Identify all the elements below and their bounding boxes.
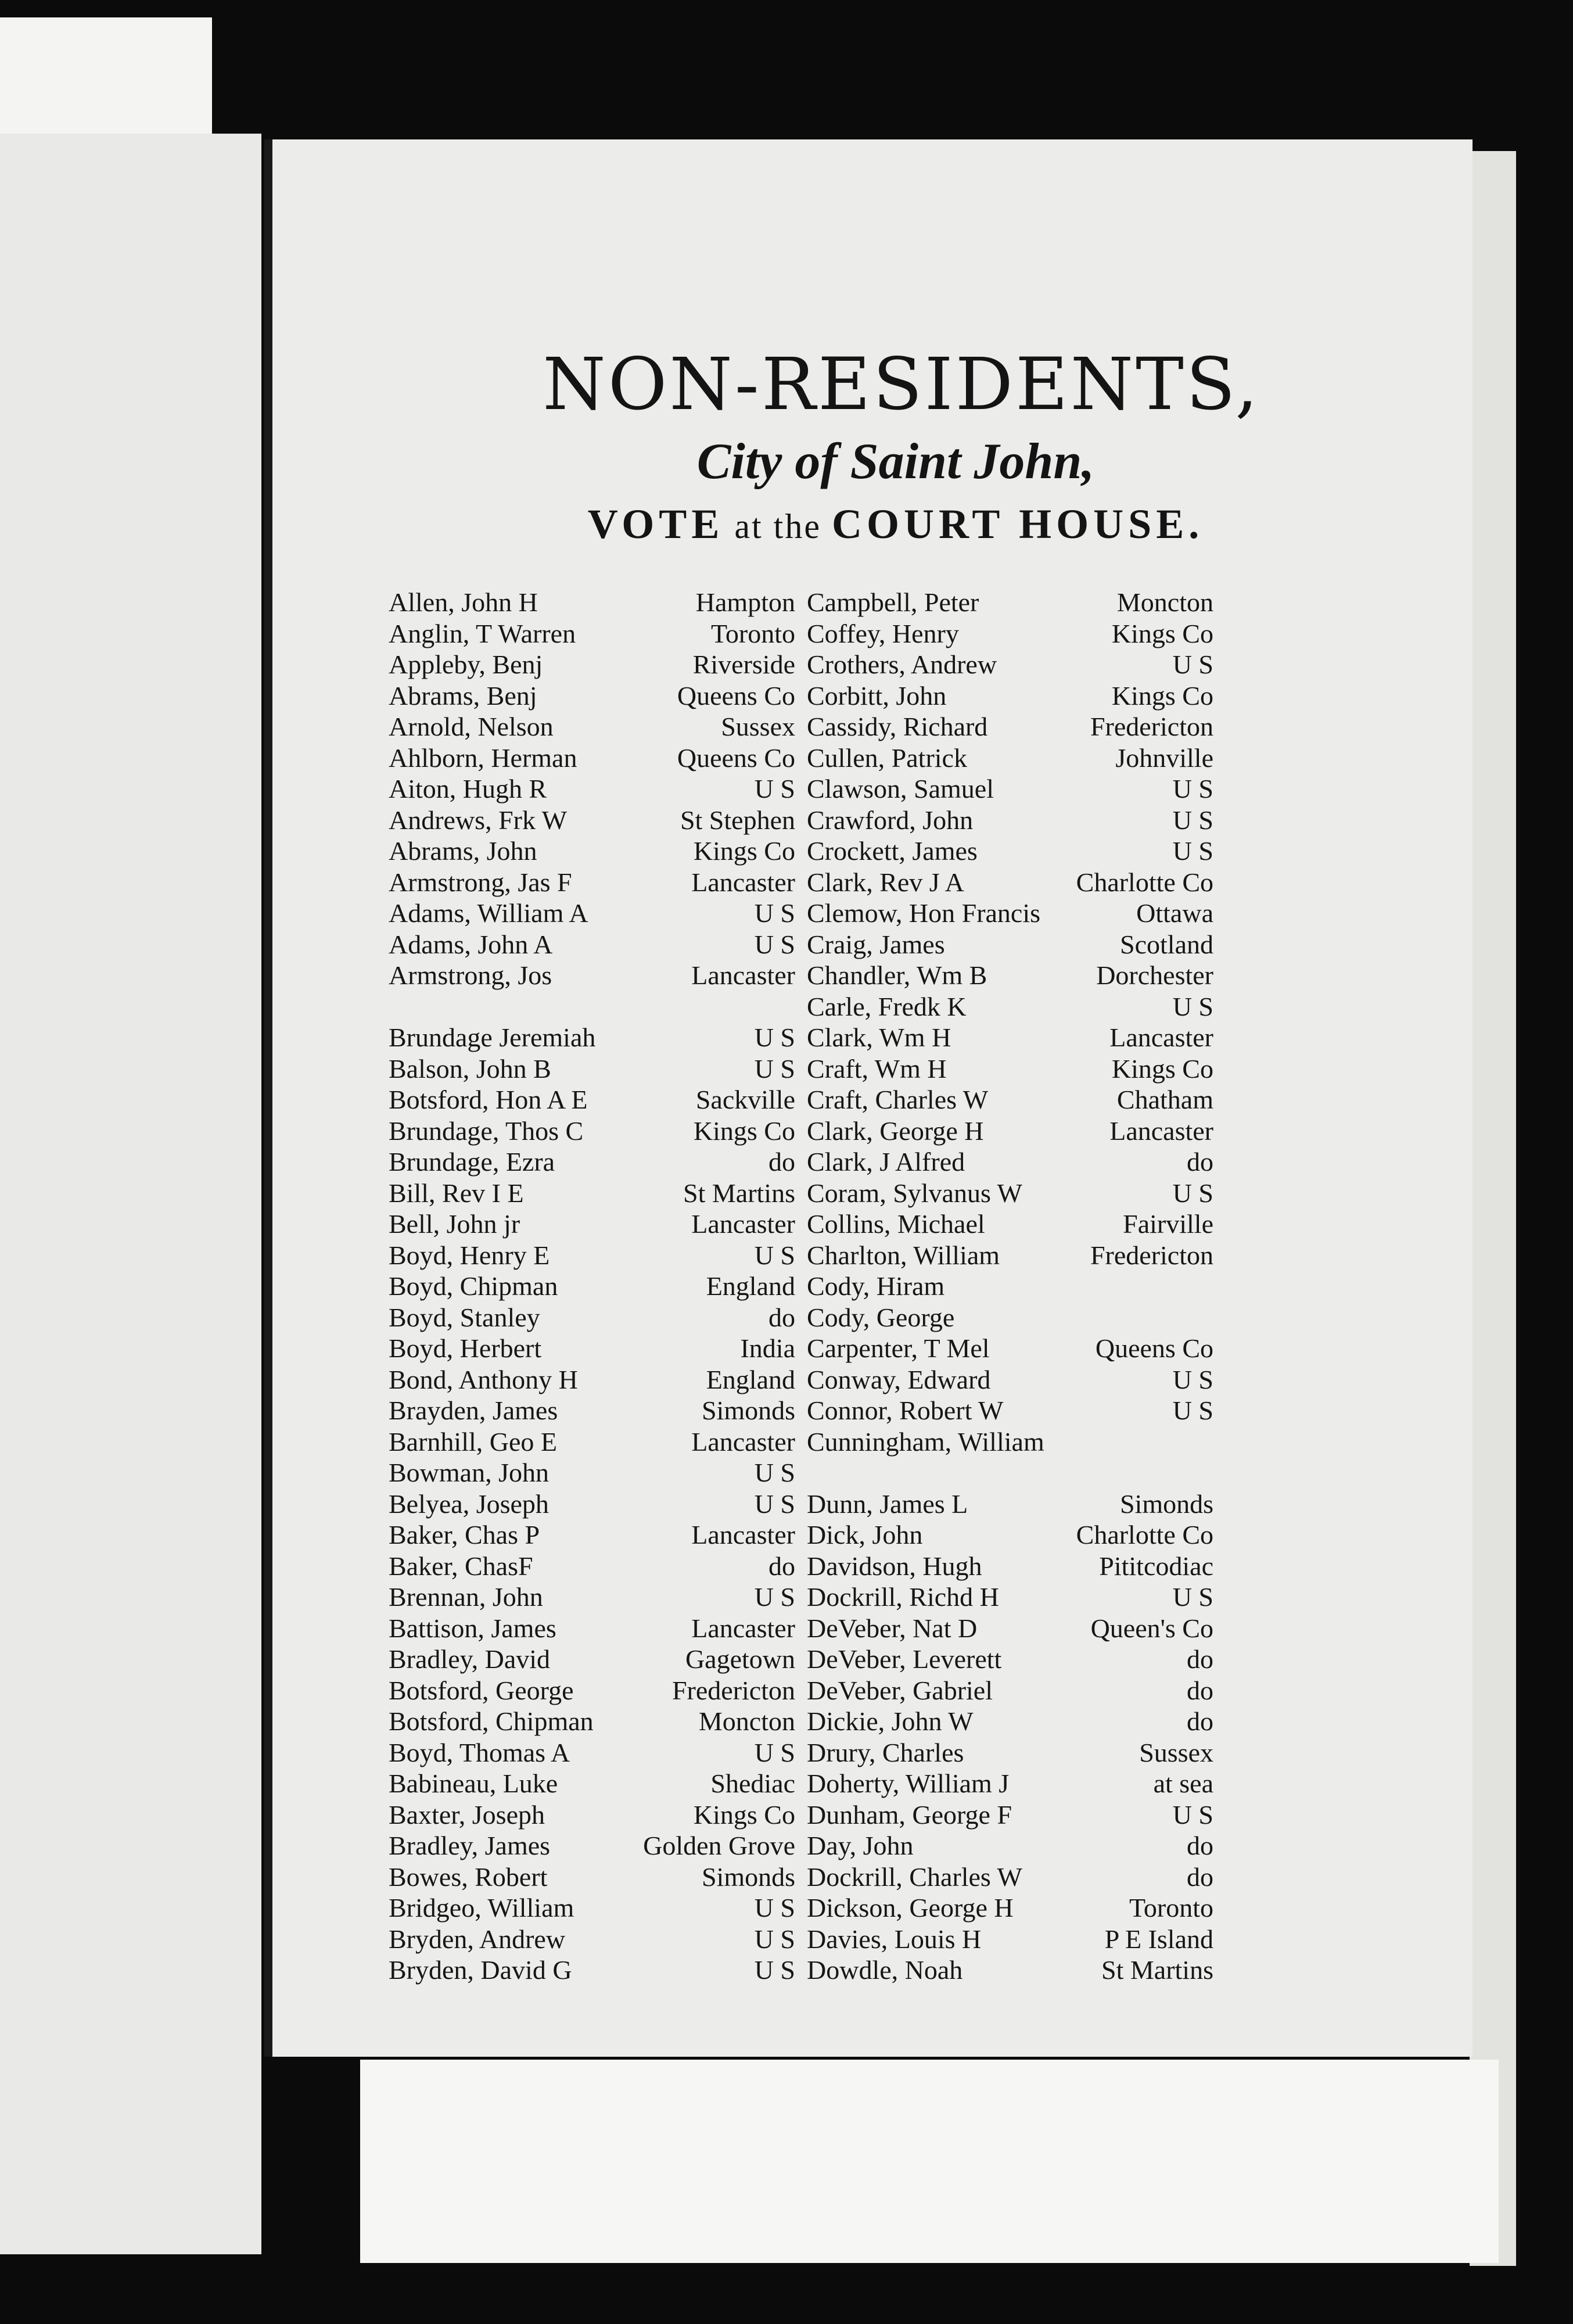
voter-residence: U S — [1172, 1178, 1213, 1208]
voter-name: Armstrong, Jas F — [389, 867, 572, 897]
voter-name: Cody, George — [807, 1302, 955, 1332]
voter-name: Dowdle, Noah — [807, 1955, 963, 1985]
voter-entry — [807, 960, 1213, 991]
voter-name: Boyd, Stanley — [389, 1302, 540, 1332]
voter-name: Brundage, Thos C — [389, 1116, 584, 1146]
adjacent-page — [0, 134, 261, 2254]
voter-entry — [807, 867, 1213, 898]
voter-entry — [389, 1084, 795, 1116]
voter-name: Crockett, James — [807, 836, 978, 866]
voter-name: Conway, Edward — [807, 1364, 991, 1394]
voter-name: DeVeber, Gabriel — [807, 1675, 993, 1705]
voter-name: Davies, Louis H — [807, 1924, 982, 1954]
voter-name: Crothers, Andrew — [807, 650, 997, 679]
voter-name: Dockrill, Charles W — [807, 1862, 1022, 1892]
voter-name: Clark, Rev J A — [807, 867, 964, 897]
voter-name: Corbitt, John — [807, 680, 947, 711]
voter-name: Baxter, Joseph — [389, 1799, 545, 1830]
voter-name: Boyd, Chipman — [389, 1271, 558, 1301]
voter-residence: Fredericton — [1090, 712, 1213, 741]
voter-residence: England — [706, 1271, 795, 1301]
voter-name: Campbell, Peter — [807, 587, 979, 617]
voter-name: Bryden, David G — [389, 1955, 572, 1985]
voter-residence: U S — [1172, 1582, 1213, 1612]
voter-name: Appleby, Benj — [389, 650, 543, 679]
page-title: NON-RESIDENTS, — [543, 343, 1260, 426]
voter-entry — [389, 773, 795, 805]
voter-residence: U S — [754, 1893, 795, 1923]
voter-residence: St Stephen — [680, 805, 795, 835]
voter-entry — [807, 1116, 1213, 1147]
voter-residence: U S — [754, 1924, 795, 1954]
voter-residence: Kings Co — [1111, 1053, 1213, 1084]
voter-entry — [807, 1302, 1213, 1333]
voter-entry — [807, 743, 1213, 774]
voter-entry — [389, 1551, 795, 1582]
voter-residence: Queens Co — [1095, 1333, 1213, 1363]
scan-margin-top-left — [0, 17, 212, 134]
voter-entry — [389, 867, 795, 898]
voter-name: Coram, Sylvanus W — [807, 1178, 1022, 1208]
voter-entry — [389, 1892, 795, 1924]
voter-entry — [807, 1862, 1213, 1893]
voter-name: Andrews, Frk W — [389, 805, 568, 835]
voter-name: Barnhill, Geo E — [389, 1426, 557, 1457]
voter-name: Balson, John B — [389, 1053, 551, 1084]
voter-residence — [1167, 1302, 1213, 1333]
voter-column-left — [389, 587, 795, 1986]
voter-entry — [389, 743, 795, 774]
voter-residence — [749, 991, 795, 1023]
voter-name: Arnold, Nelson — [389, 712, 554, 741]
voter-name: Bridgeo, William — [389, 1893, 574, 1923]
voter-name: Cassidy, Richard — [807, 712, 988, 741]
voter-residence: Queen's Co — [1090, 1613, 1213, 1643]
voter-name: Ahlborn, Herman — [389, 743, 577, 773]
instruction-at-the: at the — [734, 507, 821, 546]
voter-name: DeVeber, Nat D — [807, 1613, 978, 1643]
voter-residence: Queens Co — [677, 743, 795, 773]
voter-residence: Ottawa — [1136, 898, 1213, 928]
voter-residence: Kings Co — [1111, 680, 1213, 711]
voter-name: Bowes, Robert — [389, 1862, 548, 1892]
voter-residence — [1167, 1426, 1213, 1458]
voter-residence: do — [1187, 1862, 1213, 1892]
voter-name: Carle, Fredk K — [807, 991, 967, 1021]
voter-name: Bradley, James — [389, 1831, 551, 1860]
voter-name: Anglin, T Warren — [389, 618, 576, 648]
voter-entry — [807, 680, 1213, 712]
voter-residence: Moncton — [698, 1706, 795, 1736]
voter-residence: Dorchester — [1096, 960, 1213, 990]
voter-entry — [389, 805, 795, 836]
voter-column-right — [807, 587, 1213, 1986]
voter-residence: U S — [754, 1458, 795, 1487]
page-edge-right — [1470, 151, 1516, 2266]
voter-residence: Sussex — [721, 712, 795, 741]
voter-entry — [389, 1333, 795, 1364]
voter-entry — [807, 1706, 1213, 1737]
voter-entry — [807, 1644, 1213, 1675]
voter-name: Davidson, Hugh — [807, 1551, 982, 1581]
voter-entry — [389, 1519, 795, 1551]
voter-residence: Kings Co — [1111, 618, 1213, 648]
voter-entry — [807, 1489, 1213, 1520]
voter-entry — [807, 1675, 1213, 1706]
voter-residence: Hampton — [695, 587, 795, 617]
voter-residence: Lancaster — [1109, 1116, 1213, 1146]
voter-entry — [389, 1022, 795, 1053]
voter-residence: U S — [1172, 991, 1213, 1021]
voter-entry — [389, 1830, 795, 1862]
voter-entry — [807, 1924, 1213, 1955]
voter-residence: U S — [1172, 1364, 1213, 1394]
voter-entry — [807, 1271, 1213, 1302]
voter-name: Botsford, Chipman — [389, 1706, 594, 1736]
voter-residence: U S — [754, 1489, 795, 1519]
voter-residence: Kings Co — [693, 1116, 795, 1146]
voter-entry — [389, 1613, 795, 1644]
voter-entry — [389, 587, 795, 618]
voter-name: DeVeber, Leverett — [807, 1644, 1002, 1674]
voter-residence: Moncton — [1116, 587, 1213, 617]
voter-list — [389, 587, 1213, 1986]
voter-residence: Lancaster — [1109, 1023, 1213, 1052]
voter-entry — [389, 1954, 795, 1986]
voter-entry — [807, 1551, 1213, 1582]
voter-entry — [807, 1799, 1213, 1831]
voter-entry — [389, 1302, 795, 1333]
voter-residence: Lancaster — [691, 1426, 795, 1457]
voter-entry — [807, 773, 1213, 805]
voter-entry — [807, 1364, 1213, 1396]
voter-entry — [389, 618, 795, 650]
voter-residence: Chatham — [1116, 1085, 1213, 1114]
voter-residence: U S — [754, 1737, 795, 1767]
voter-name: Aiton, Hugh R — [389, 774, 547, 804]
voter-residence: P E Island — [1104, 1924, 1213, 1954]
voter-residence: U S — [754, 898, 795, 928]
voter-entry — [389, 1271, 795, 1302]
voter-residence: Lancaster — [691, 1520, 795, 1550]
voter-entry — [389, 1768, 795, 1799]
voter-entry — [389, 1706, 795, 1737]
voter-residence: Kings Co — [693, 836, 795, 866]
voter-residence: do — [1187, 1147, 1213, 1177]
voter-entry — [389, 1862, 795, 1893]
voter-residence: do — [768, 1302, 795, 1332]
voter-residence: U S — [754, 1582, 795, 1612]
voter-name: Craig, James — [807, 929, 945, 959]
voter-name: Brundage, Ezra — [389, 1147, 555, 1177]
voter-residence: U S — [754, 1955, 795, 1985]
voter-residence: U S — [1172, 805, 1213, 835]
voter-name: Bill, Rev I E — [389, 1178, 524, 1208]
voter-entry — [807, 991, 1213, 1023]
voter-entry — [807, 1768, 1213, 1799]
voter-entry — [389, 929, 795, 960]
voter-name: Doherty, William J — [807, 1769, 1010, 1798]
voter-entry — [807, 805, 1213, 836]
voter-entry — [807, 1395, 1213, 1426]
voter-residence: Shediac — [710, 1769, 795, 1798]
voter-residence — [1167, 1457, 1213, 1489]
voter-name: Botsford, Hon A E — [389, 1085, 588, 1114]
voter-entry — [389, 1799, 795, 1831]
voter-entry — [389, 1364, 795, 1396]
voter-residence: Fairville — [1123, 1209, 1213, 1239]
voter-entry — [807, 618, 1213, 650]
voter-entry — [807, 1333, 1213, 1364]
voter-name: Charlton, William — [807, 1240, 1000, 1270]
voter-residence — [1167, 1271, 1213, 1302]
voter-entry — [389, 1178, 795, 1209]
voter-name: Allen, John H — [389, 587, 538, 617]
voter-residence: U S — [1172, 774, 1213, 804]
voter-name: Boyd, Thomas A — [389, 1737, 570, 1767]
voter-name: Battison, James — [389, 1613, 556, 1643]
voter-entry — [389, 1426, 795, 1458]
instruction-vote: VOTE — [587, 501, 724, 547]
voter-name: Brundage Jeremiah — [389, 1023, 596, 1052]
voter-residence: Sussex — [1139, 1737, 1213, 1767]
voter-residence: Lancaster — [691, 1209, 795, 1239]
voter-entry — [807, 929, 1213, 960]
voter-entry — [807, 1146, 1213, 1178]
voter-residence: Gagetown — [685, 1644, 795, 1674]
voter-entry — [389, 680, 795, 712]
voter-residence: St Martins — [1101, 1955, 1213, 1985]
voter-name: Clemow, Hon Francis — [807, 898, 1041, 928]
voter-name: Clark, Wm H — [807, 1023, 951, 1052]
voter-name: Cullen, Patrick — [807, 743, 967, 773]
voter-entry — [389, 1116, 795, 1147]
voter-entry — [807, 1022, 1213, 1053]
voter-entry — [389, 960, 795, 991]
voter-residence: U S — [1172, 836, 1213, 866]
voter-name: Bowman, John — [389, 1458, 549, 1487]
voter-entry — [389, 898, 795, 929]
voter-entry — [807, 1457, 1213, 1489]
voter-residence: U S — [1172, 650, 1213, 679]
voter-entry — [389, 1240, 795, 1271]
voter-residence: Simonds — [701, 1862, 795, 1892]
voter-name: Abrams, John — [389, 836, 537, 866]
voter-residence: Simonds — [1119, 1489, 1213, 1519]
voter-name: Clark, J Alfred — [807, 1147, 965, 1177]
voter-entry — [389, 1489, 795, 1520]
voter-name: Adams, William A — [389, 898, 588, 928]
voter-entry — [389, 1924, 795, 1955]
voter-entry — [807, 1208, 1213, 1240]
voter-residence: Pititcodiac — [1099, 1551, 1213, 1581]
page-subtitle: City of Saint John, — [696, 433, 1095, 490]
voter-entry — [807, 1737, 1213, 1769]
voter-name: Bryden, Andrew — [389, 1924, 566, 1954]
voter-name: Dickson, George H — [807, 1893, 1014, 1923]
voter-residence: U S — [754, 774, 795, 804]
voter-name: Brennan, John — [389, 1582, 543, 1612]
voter-entry — [807, 835, 1213, 867]
voter-entry — [807, 1613, 1213, 1644]
voter-entry — [389, 1675, 795, 1706]
voter-name: Armstrong, Jos — [389, 960, 552, 990]
voter-entry — [807, 1240, 1213, 1271]
voter-entry — [807, 1426, 1213, 1458]
voter-residence: Fredericton — [671, 1675, 795, 1705]
voter-name: Dockrill, Richd H — [807, 1582, 999, 1612]
voter-entry — [807, 898, 1213, 929]
voter-name: Chandler, Wm B — [807, 960, 987, 990]
voter-name: Bradley, David — [389, 1644, 551, 1674]
voter-entry — [807, 1519, 1213, 1551]
voter-residence: Charlotte Co — [1076, 1520, 1213, 1550]
voter-entry — [389, 1737, 795, 1769]
voter-name: Cody, Hiram — [807, 1271, 945, 1301]
voter-residence: Queens Co — [677, 680, 795, 711]
voter-residence: do — [1187, 1644, 1213, 1674]
voter-residence: Sackville — [695, 1085, 795, 1114]
voter-entry — [389, 835, 795, 867]
voter-residence: Golden Grove — [643, 1831, 795, 1860]
voter-name: Baker, Chas P — [389, 1520, 540, 1550]
voter-residence: at sea — [1153, 1769, 1213, 1798]
voter-residence: U S — [1172, 1396, 1213, 1425]
voter-entry — [389, 991, 795, 1023]
voter-residence: do — [768, 1147, 795, 1177]
voter-residence: Lancaster — [691, 1613, 795, 1643]
document-page — [264, 139, 1473, 2057]
voter-entry — [807, 1954, 1213, 1986]
voter-name: Drury, Charles — [807, 1737, 964, 1767]
voter-residence: U S — [754, 1240, 795, 1270]
scan-margin-bottom — [360, 2060, 1499, 2263]
voter-name: Connor, Robert W — [807, 1396, 1004, 1425]
voter-residence: Fredericton — [1090, 1240, 1213, 1270]
page-header — [272, 343, 1473, 548]
voter-residence: Simonds — [701, 1396, 795, 1425]
voter-residence: Charlotte Co — [1076, 867, 1213, 897]
voter-name: Clawson, Samuel — [807, 774, 994, 804]
voter-name: Boyd, Herbert — [389, 1333, 542, 1363]
voter-name: Bond, Anthony H — [389, 1364, 578, 1394]
instruction-court-house: COURT HOUSE. — [831, 501, 1204, 547]
voter-name: Carpenter, T Mel — [807, 1333, 990, 1363]
voter-residence: Toronto — [711, 618, 795, 648]
voter-residence: U S — [1172, 1799, 1213, 1830]
voter-entry — [389, 711, 795, 743]
voter-name: Belyea, Joseph — [389, 1489, 549, 1519]
voter-entry — [807, 587, 1213, 618]
voter-name: Coffey, Henry — [807, 618, 959, 648]
voter-residence: do — [1187, 1831, 1213, 1860]
voter-residence: do — [1187, 1706, 1213, 1736]
voter-name: Craft, Wm H — [807, 1053, 947, 1084]
voter-entry — [807, 1581, 1213, 1613]
voter-name: Collins, Michael — [807, 1209, 985, 1239]
voter-entry — [389, 1146, 795, 1178]
voter-residence: U S — [754, 1023, 795, 1052]
voter-residence: England — [706, 1364, 795, 1394]
voter-name: Baker, ChasF — [389, 1551, 533, 1581]
voter-name: Cunningham, William — [807, 1426, 1044, 1457]
voter-residence: Lancaster — [691, 960, 795, 990]
voter-residence: St Martins — [683, 1178, 795, 1208]
voter-name: Day, John — [807, 1831, 914, 1860]
voter-name: Bell, John jr — [389, 1209, 520, 1239]
voter-residence: Riverside — [692, 650, 795, 679]
voter-name: Abrams, Benj — [389, 680, 537, 711]
voter-residence: U S — [754, 929, 795, 959]
voter-entry — [389, 1395, 795, 1426]
voter-name: Dunn, James L — [807, 1489, 968, 1519]
voter-entry — [807, 711, 1213, 743]
voting-instruction — [319, 500, 1473, 548]
voter-entry — [807, 1053, 1213, 1085]
voter-entry — [389, 649, 795, 680]
voter-name: Brayden, James — [389, 1396, 558, 1425]
voter-residence: Toronto — [1129, 1893, 1213, 1923]
voter-residence: Lancaster — [691, 867, 795, 897]
voter-residence: Kings Co — [693, 1799, 795, 1830]
voter-name: Dick, John — [807, 1520, 923, 1550]
voter-residence: India — [740, 1333, 795, 1363]
voter-entry — [389, 1208, 795, 1240]
voter-residence: Johnville — [1115, 743, 1213, 773]
voter-entry — [389, 1581, 795, 1613]
voter-residence: U S — [754, 1053, 795, 1084]
voter-name: Craft, Charles W — [807, 1085, 989, 1114]
voter-name: Dunham, George F — [807, 1799, 1012, 1830]
voter-name: Dickie, John W — [807, 1706, 974, 1736]
voter-name: Clark, George H — [807, 1116, 984, 1146]
voter-entry — [807, 1830, 1213, 1862]
voter-entry — [389, 1457, 795, 1489]
voter-residence: do — [768, 1551, 795, 1581]
voter-entry — [807, 1178, 1213, 1209]
voter-name: Adams, John A — [389, 929, 553, 959]
voter-entry — [807, 649, 1213, 680]
voter-entry — [807, 1892, 1213, 1924]
voter-entry — [389, 1644, 795, 1675]
voter-name: Botsford, George — [389, 1675, 574, 1705]
voter-name: Boyd, Henry E — [389, 1240, 550, 1270]
voter-name: Babineau, Luke — [389, 1769, 558, 1798]
voter-residence: Scotland — [1120, 929, 1213, 959]
voter-entry — [389, 1053, 795, 1085]
voter-entry — [807, 1084, 1213, 1116]
voter-name: Crawford, John — [807, 805, 974, 835]
voter-residence: do — [1187, 1675, 1213, 1705]
